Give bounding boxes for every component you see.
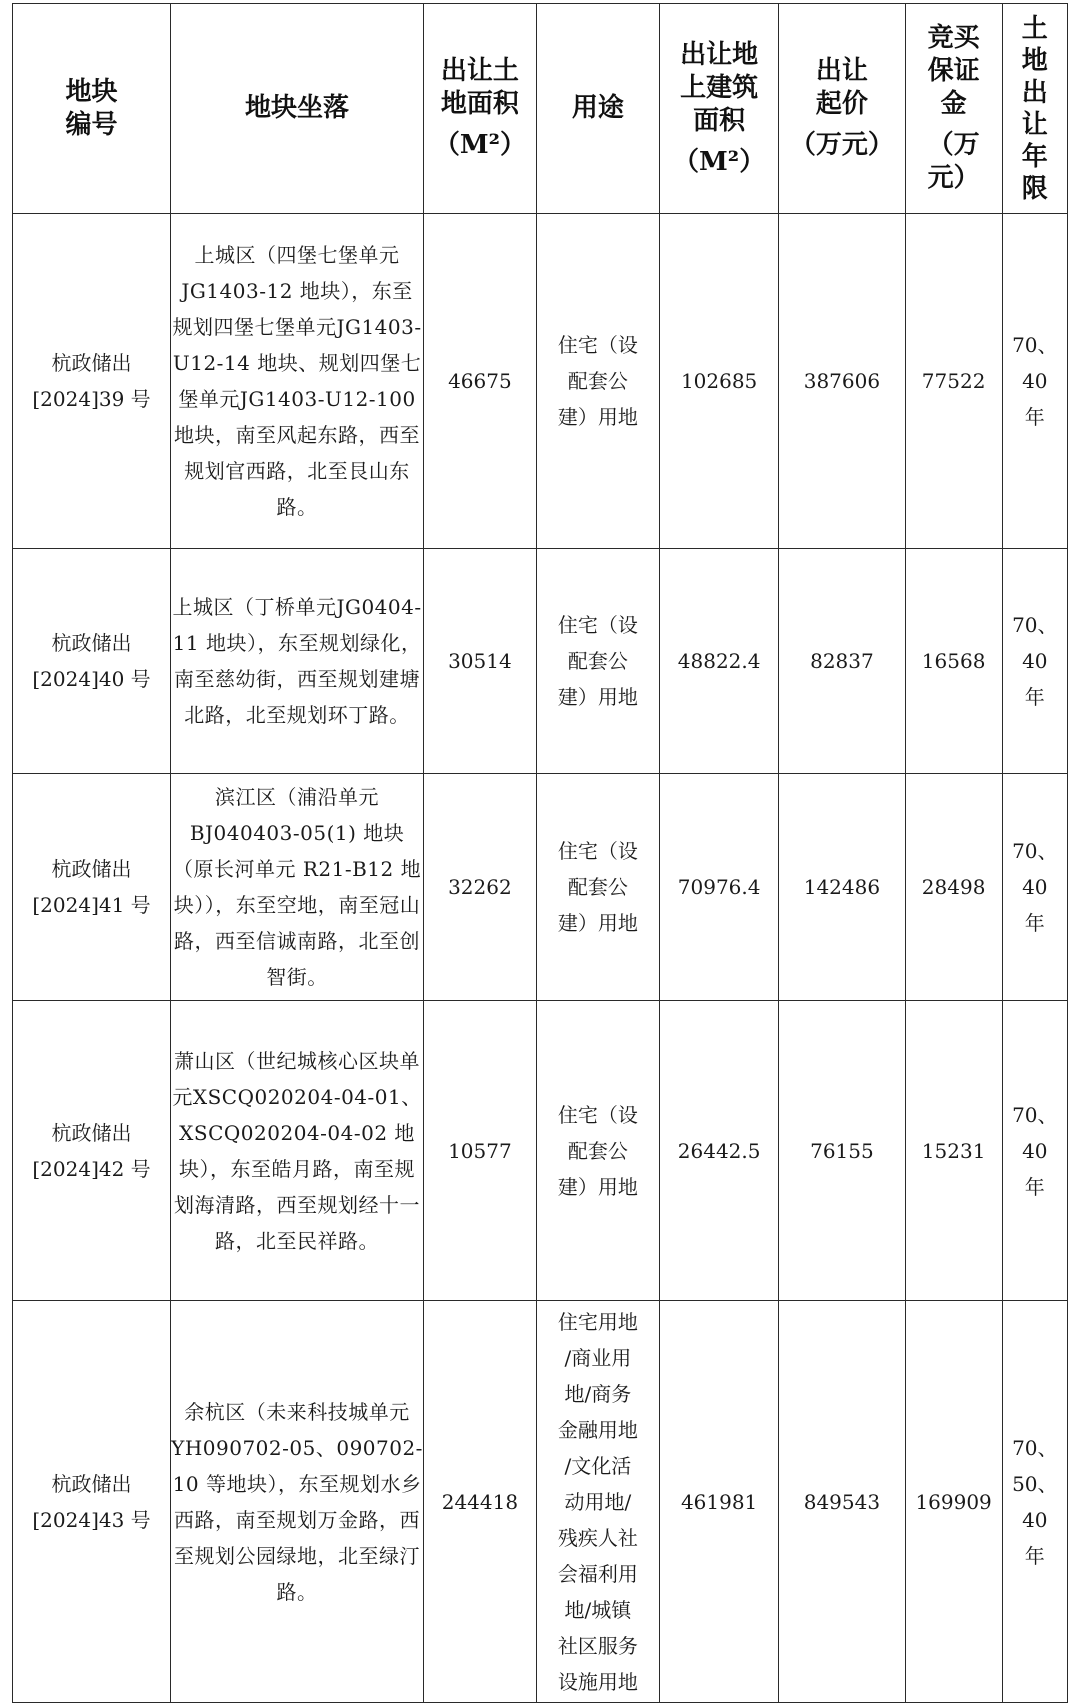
use-text: 住宅（设 配套公 建）用地 [557,613,638,709]
parcel-no-text: 杭政储出 [2024]41 号 [32,857,151,917]
header-term-label: 土 地 出 让 年 限 [1021,13,1048,204]
header-floor-area-label: 出让地 上建筑 面积 [680,39,759,136]
table-row [13,1301,1068,1703]
cell-deposit: 15231 [905,1001,1002,1301]
header-location-label: 地块坐落 [245,93,350,123]
cell-parcel-no [13,774,171,1001]
use-text: 住宅（设 配套公 建）用地 [557,1102,638,1199]
header-start-price-label: 出让 起价 [815,56,868,119]
header-deposit-label: 竞买 保证 金 [927,23,980,119]
table-row [13,774,1068,1001]
cell-use [536,774,659,1001]
header-use [536,4,659,214]
cell-floor-area: 102685 [660,214,779,549]
location-text: 余杭区（未来科技城单元 YH090702-05、090702-10 等地块），东至规划水乡西路，南至规划万金路，西至规划公园绿地，北至绿汀路。 [171,1399,423,1604]
cell-land-area: 46675 [424,214,537,549]
use-text: 住宅用地 /商业用 地/商务 金融用地 /文化活 动用地/ 残疾人社 会福利用 地/城镇 社区服务 设施用地 [557,1309,638,1694]
term-text: 70、 40 年 [1012,333,1058,429]
cell-term [1002,1001,1067,1301]
table-row [13,214,1068,549]
parcel-no-text: 杭政储出 [2024]42 号 [32,1120,151,1181]
header-use-label: 用途 [571,93,624,123]
table-header-row [13,4,1068,214]
header-term [1002,4,1067,214]
cell-term [1002,214,1067,549]
cell-location [171,549,424,774]
cell-term [1002,1301,1067,1703]
cell-land-area: 32262 [424,774,537,1001]
header-land-area [424,4,537,214]
header-start-price-unit: （万元） [789,130,894,160]
cell-start-price: 142486 [779,774,905,1001]
cell-floor-area: 48822.4 [660,549,779,774]
cell-start-price: 76155 [779,1001,905,1301]
cell-parcel-no [13,1301,171,1703]
cell-parcel-no [13,549,171,774]
cell-location [171,774,424,1001]
use-text: 住宅（设 配套公 建）用地 [557,839,638,935]
term-text: 70、 40 年 [1012,613,1058,709]
land-auction-table [12,3,1068,1703]
cell-use [536,214,659,549]
header-deposit [905,4,1002,214]
cell-floor-area: 461981 [660,1301,779,1703]
cell-location [171,214,424,549]
parcel-no-text: 杭政储出 [2024]43 号 [32,1471,151,1532]
cell-parcel-no [13,214,171,549]
cell-start-price: 849543 [779,1301,905,1703]
table-row [13,549,1068,774]
cell-location [171,1301,424,1703]
use-text: 住宅（设 配套公 建）用地 [557,333,638,429]
header-start-price [779,4,905,214]
header-location [171,4,424,214]
header-land-area-unit: （M²） [433,130,526,160]
parcel-no-text: 杭政储出 [2024]39 号 [32,351,151,411]
cell-land-area: 10577 [424,1001,537,1301]
location-text: 滨江区（浦沿单元BJ040403-05(1) 地块（原长河单元 R21-B12 地块）），东至空地，南至冠山路，西至信诚南路，北至创智街。 [172,785,422,989]
cell-term [1002,774,1067,1001]
header-parcel-no [13,4,171,214]
header-floor-area-unit: （M²） [673,146,766,177]
cell-land-area: 244418 [424,1301,537,1703]
cell-location [171,1001,424,1301]
term-text: 70、 40 年 [1012,839,1058,935]
header-deposit-unit: （万 元） [927,130,980,193]
cell-floor-area: 26442.5 [660,1001,779,1301]
cell-land-area: 30514 [424,549,537,774]
parcel-no-text: 杭政储出 [2024]40 号 [32,631,151,691]
table-row [13,1001,1068,1301]
location-text: 上城区（丁桥单元JG0404-11 地块），东至规划绿化，南至慈幼街，西至规划建塘北路，北至规划环丁路。 [172,595,422,727]
term-text: 70、 40 年 [1012,1102,1058,1199]
cell-deposit: 28498 [905,774,1002,1001]
header-land-area-label: 出让土 地面积 [440,56,519,119]
location-text: 上城区（四堡七堡单元JG1403-12 地块），东至规划四堡七堡单元JG1403-U12-14 地块、规划四堡七堡单元JG1403-U12-100 地块，南至风起东路，西至规划官西路，北至艮山东路。 [172,243,422,519]
cell-use [536,1001,659,1301]
cell-deposit: 16568 [905,549,1002,774]
land-auction-table-sheet [12,3,1068,1702]
cell-start-price: 82837 [779,549,905,774]
cell-start-price: 387606 [779,214,905,549]
header-parcel-no-label: 地块 编号 [65,76,118,140]
term-text: 70、 50、 40 年 [1012,1435,1058,1568]
cell-parcel-no [13,1001,171,1301]
cell-deposit: 169909 [905,1301,1002,1703]
cell-use [536,549,659,774]
cell-floor-area: 70976.4 [660,774,779,1001]
cell-deposit: 77522 [905,214,1002,549]
location-text: 萧山区（世纪城核心区块单元XSCQ020204-04-01、XSCQ020204-04-02 地块），东至皓月路，南至规划海清路，西至规划经十一路，北至民祥路。 [172,1048,422,1253]
cell-term [1002,549,1067,774]
cell-use [536,1301,659,1703]
header-floor-area [660,4,779,214]
